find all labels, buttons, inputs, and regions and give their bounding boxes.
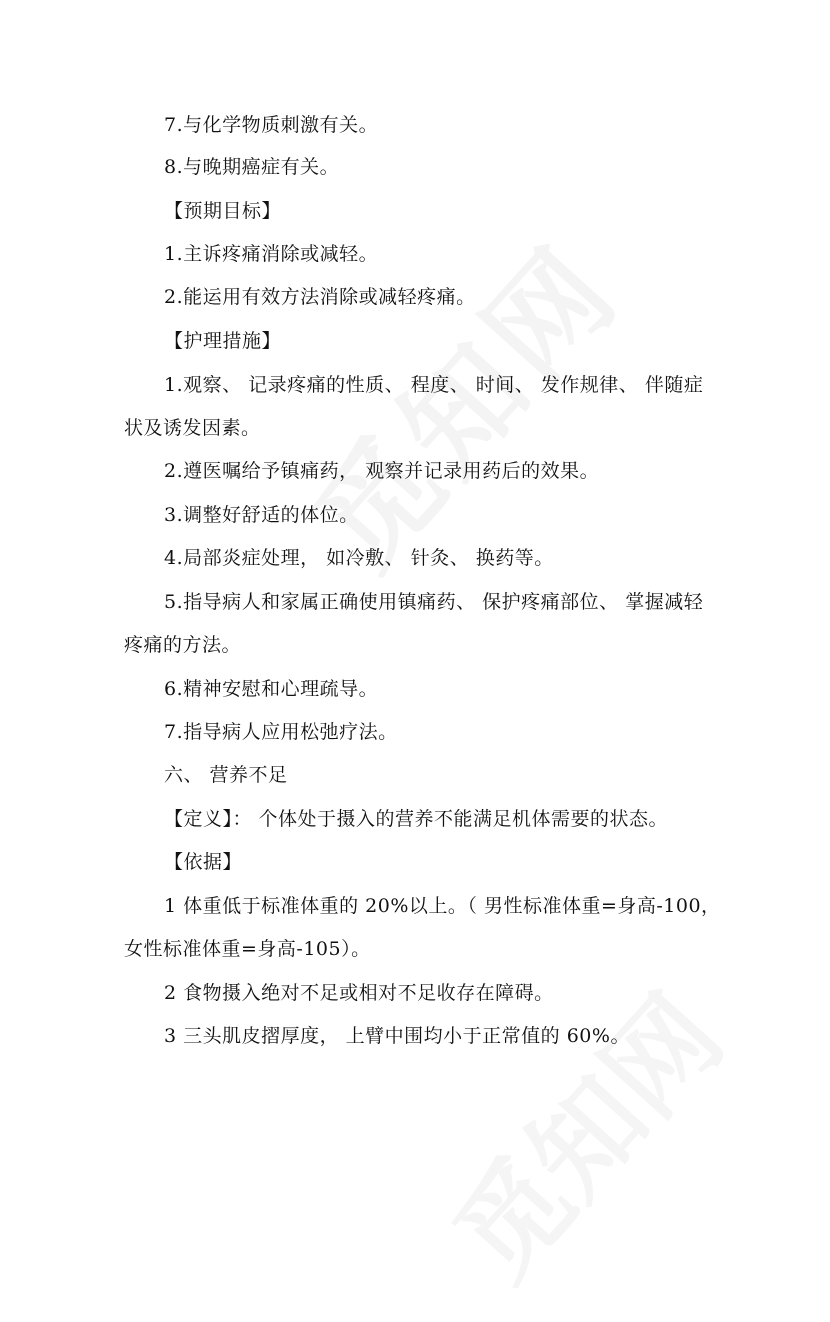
text-line: 1.观察、 记录疼痛的性质、 程度、 时间、 发作规律、 伴随症 <box>164 374 704 396</box>
text-line: 3 三头肌皮摺厚度， 上臂中围均小于正常值的 60%。 <box>164 1025 630 1047</box>
section-heading: 【依据】 <box>164 851 243 873</box>
text-line: 7.与化学物质刺激有关。 <box>164 114 379 136</box>
section-heading: 六、 营养不足 <box>164 764 288 786</box>
text-line: 1 体重低于标准体重的 20%以上。（ 男性标准体重=身高-100， <box>164 895 721 917</box>
text-line: 5.指导病人和家属正确使用镇痛药、 保护疼痛部位、 掌握减轻 <box>164 591 704 613</box>
text-line: 3.调整好舒适的体位。 <box>164 504 359 526</box>
text-line: 2.遵医嘱给予镇痛药， 观察并记录用药后的效果。 <box>164 460 600 482</box>
text-line: 2.能运用有效方法消除或减轻疼痛。 <box>164 286 476 308</box>
text-line: 6.精神安慰和心理疏导。 <box>164 678 379 700</box>
definition-line: 【定义】： 个体处于摄入的营养不能满足机体需要的状态。 <box>164 808 669 830</box>
section-heading: 【预期目标】 <box>164 200 282 222</box>
text-line: 7.指导病人应用松弛疗法。 <box>164 721 398 743</box>
text-line: 4.局部炎症处理， 如冷敷、 针灸、 换药等。 <box>164 547 554 569</box>
text-line: 8.与晚期癌症有关。 <box>164 156 340 178</box>
text-line: 1.主诉疼痛消除或减轻。 <box>164 243 379 265</box>
text-line: 2 食物摄入绝对不足或相对不足收存在障碍。 <box>164 982 554 1004</box>
text-line: 女性标准体重=身高-105）。 <box>124 938 371 960</box>
section-heading: 【护理措施】 <box>164 330 282 352</box>
text-line: 疼痛的方法。 <box>124 634 242 656</box>
text-line: 状及诱发因素。 <box>124 417 261 439</box>
